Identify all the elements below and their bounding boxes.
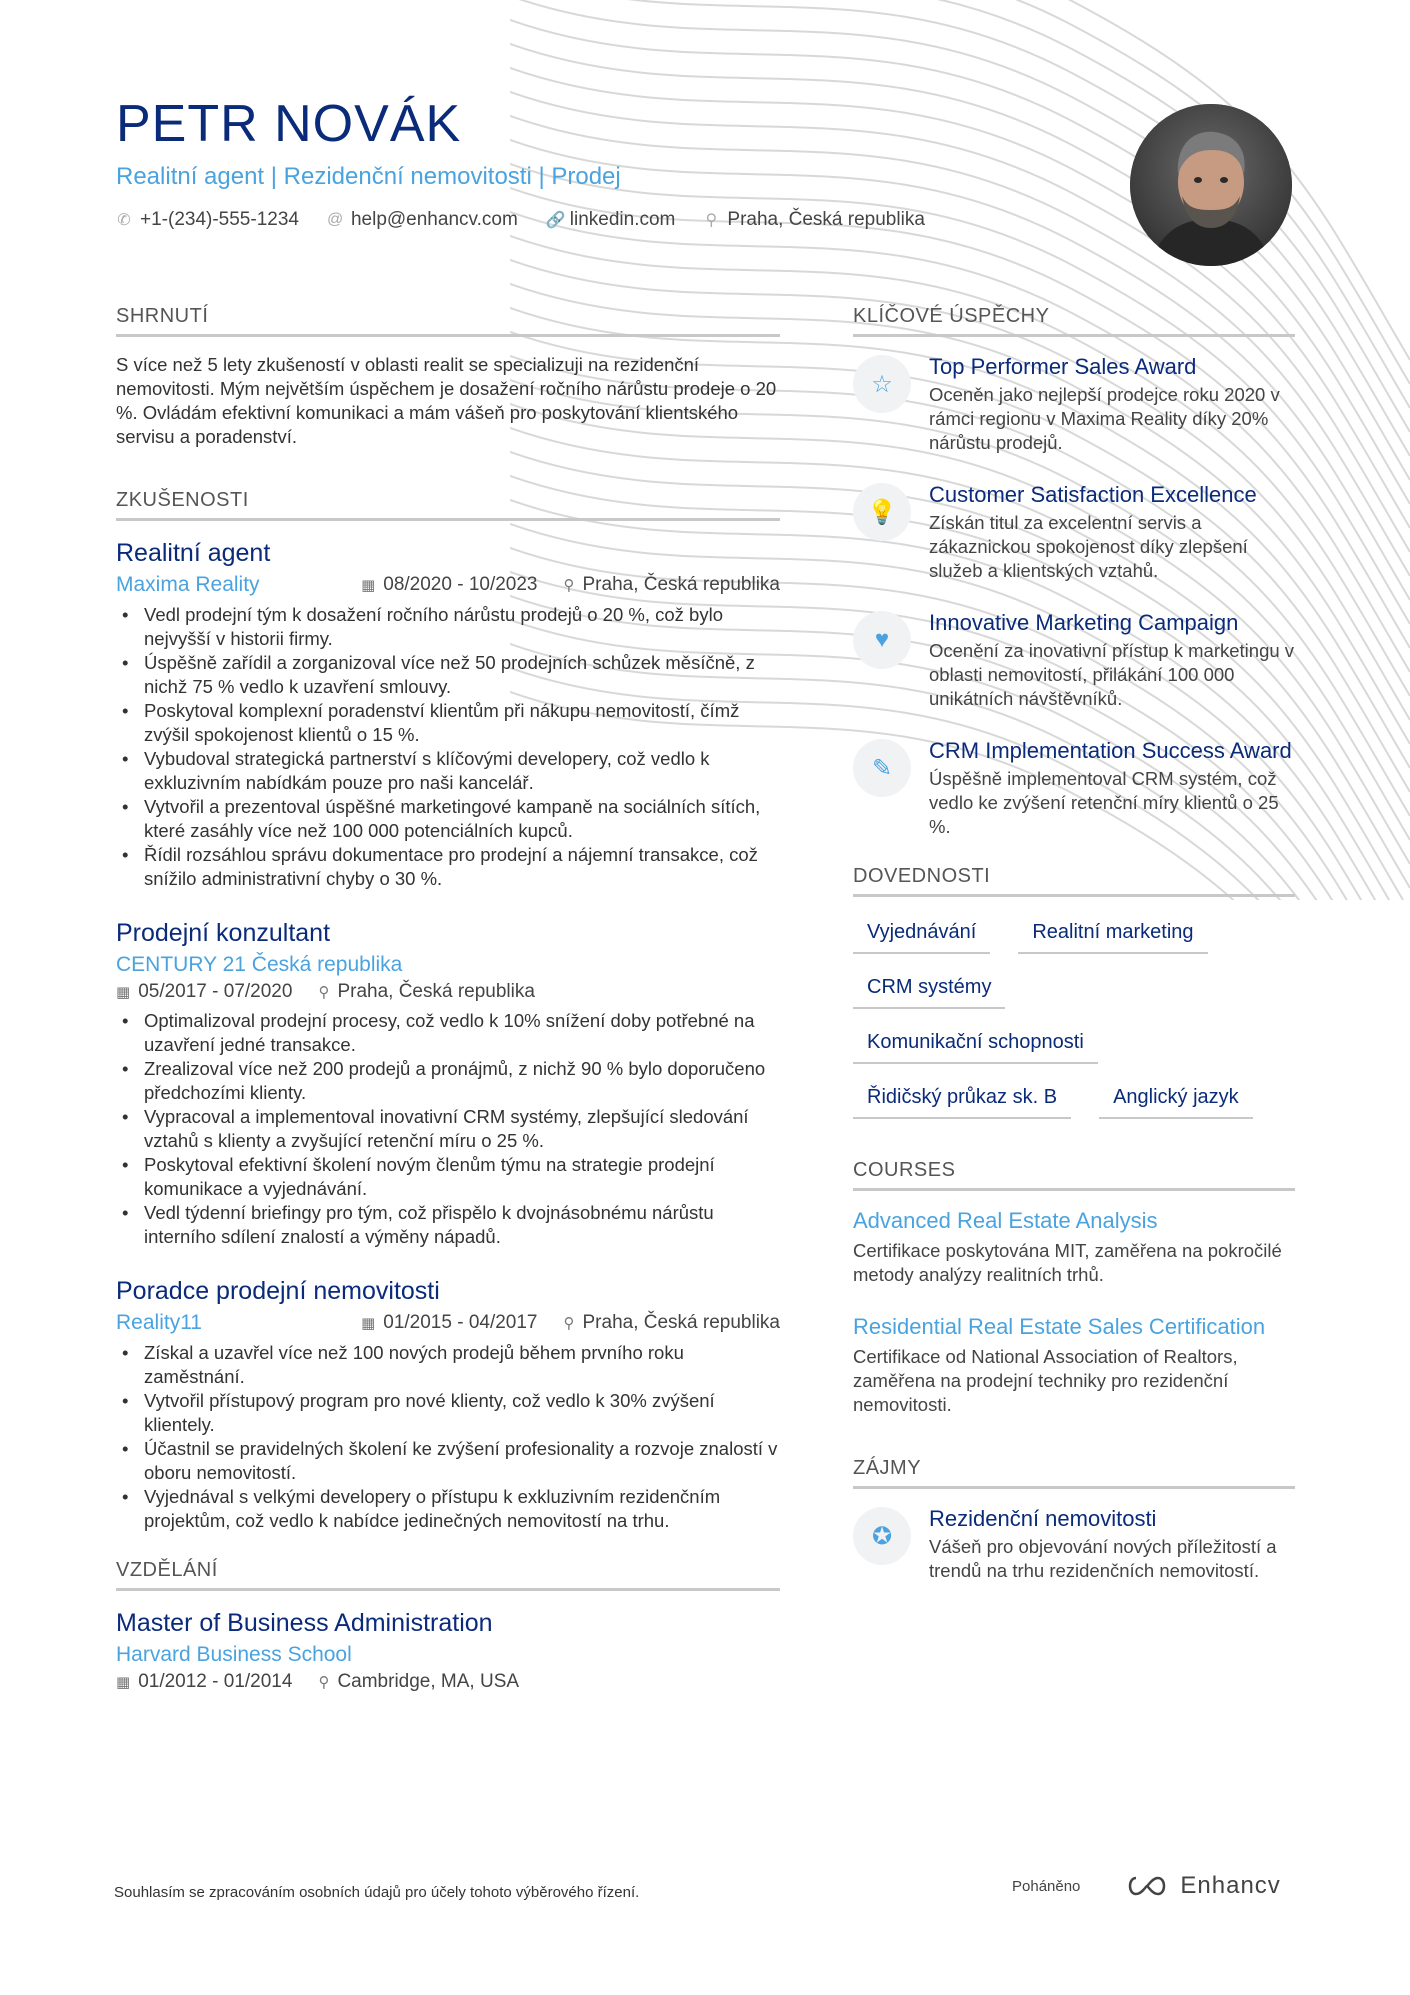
skill-tag: Vyjednávání xyxy=(853,913,990,954)
education-section xyxy=(116,1559,780,1693)
bullet-item: • Vedl týdenní briefingy pro tým, což přispělo k dvojnásobnému nárůstu interního sdílení znalostí a výměny nápadů. xyxy=(116,1201,780,1249)
summary-section xyxy=(116,305,780,449)
location-pin-icon: ⚲ xyxy=(318,1674,330,1691)
achievement-title: Top Performer Sales Award xyxy=(929,354,1197,379)
summary-heading: SHRNUTÍ xyxy=(116,305,780,337)
powered-by-label: Poháněno xyxy=(1012,1877,1081,1895)
job-title: Poradce prodejní nemovitosti xyxy=(116,1277,440,1305)
course-item xyxy=(853,1207,1295,1287)
avatar xyxy=(1130,104,1292,266)
job-meta xyxy=(116,573,780,597)
skill-tag: Řidičský průkaz sk. B xyxy=(853,1078,1071,1119)
magic-wand-icon: ✎ xyxy=(853,739,911,797)
skills-section xyxy=(853,865,1295,1119)
bullet-list xyxy=(116,603,780,891)
contact-text[interactable]: +1-(234)-555-1234 xyxy=(140,209,299,231)
skill-tag: Realitní marketing xyxy=(1018,913,1207,954)
at-icon: @ xyxy=(326,211,344,229)
job-location xyxy=(564,1312,781,1334)
job-meta xyxy=(116,981,780,1003)
job-meta-right xyxy=(361,1312,780,1334)
bullet-item: • Vyjednával s velkými developery o přístupu k exkluzivním rezidenčním projektům, což vedlo k nabídce jedinečných nemovitostí na trhu. xyxy=(116,1485,780,1533)
interests-heading: ZÁJMY xyxy=(853,1457,1295,1489)
bullet-item: • Vypracoval a implementoval inovativní CRM systémy, zlepšující sledování vztahů s klienty a zvyšující retenční míru o 25 %. xyxy=(116,1105,780,1153)
courses-heading: COURSES xyxy=(853,1159,1295,1191)
job-entry xyxy=(116,1275,780,1533)
interests-section xyxy=(853,1457,1295,1583)
bullet-list xyxy=(116,1009,780,1249)
award-ribbon-icon: ✪ xyxy=(853,1507,911,1565)
contact-item xyxy=(327,209,518,231)
degree-title: Master of Business Administration xyxy=(116,1609,493,1637)
contact-item xyxy=(116,209,299,231)
interest-desc: Vášeň pro objevování nových příležitostí a trendů na trhu rezidenčních nemovitostí. xyxy=(929,1536,1277,1581)
bullet-item: • Poskytoval efektivní školení novým členům týmu na strategie prodejní komunikace a vyjednávání. xyxy=(116,1153,780,1201)
bullet-item: • Vytvořil přístupový program pro nové klienty, což vedlo k 30% zvýšení klientely. xyxy=(116,1389,780,1437)
contact-text[interactable]: help@enhancv.com xyxy=(350,209,518,231)
right-column xyxy=(853,305,1295,1609)
job-title: Realitní agent xyxy=(116,539,271,567)
bullet-item: • Řídil rozsáhlou správu dokumentace pro prodejní a nájemní transakce, což snížilo administrativní chyby o 30 %. xyxy=(116,843,780,891)
achievement-desc: Úspěšně implementoval CRM systém, což vedlo ke zvýšení retenční míry klientů o 25 %. xyxy=(929,768,1279,837)
location-pin-icon: ⚲ xyxy=(705,212,718,230)
lightbulb-icon: 💡 xyxy=(853,483,911,541)
contact-text: Praha, Česká republika xyxy=(727,209,925,231)
contact-list xyxy=(116,209,1016,231)
job-list xyxy=(116,537,780,1533)
bullet-item: • Účastnil se pravidelných školení ke zvýšení profesionality a rozvoje znalostí v oboru nemovitostí. xyxy=(116,1437,780,1485)
interest-item xyxy=(853,1505,1295,1583)
skill-row xyxy=(853,1023,1295,1064)
skill-row xyxy=(853,1078,1295,1119)
achievement-title: Innovative Marketing Campaign xyxy=(929,610,1239,635)
job-location xyxy=(318,981,535,1003)
star-icon: ☆ xyxy=(853,355,911,413)
calendar-icon: ▦ xyxy=(116,1674,131,1691)
header xyxy=(116,96,1016,231)
achievement-body xyxy=(929,481,1295,583)
job-meta-right xyxy=(361,574,780,596)
job-entry xyxy=(116,537,780,891)
achievement-title: Customer Satisfaction Excellence xyxy=(929,482,1257,507)
consent-text: Souhlasím se zpracováním osobních údajů pro účely tohoto výběrového řízení. xyxy=(114,1884,640,1901)
achievement-desc: Oceněn jako nejlepší prodejce roku 2020 v rámci regionu v Maxima Reality díky 20% nárůstu prodejů. xyxy=(929,384,1280,453)
education-dates: 01/2012 - 01/2014 xyxy=(138,1671,293,1692)
achievement-item xyxy=(853,737,1295,839)
bullet-item: • Optimalizoval prodejní procesy, což vedlo k 10% snížení doby potřebné na uzavření jedné transakce. xyxy=(116,1009,780,1057)
job-location xyxy=(564,574,781,596)
achievement-desc: Získán titul za excelentní servis a zákaznickou spokojenost díky zlepšení služeb a klientských vztahů. xyxy=(929,512,1248,581)
job-meta xyxy=(116,1311,780,1335)
skills-heading: DOVEDNOSTI xyxy=(853,865,1295,897)
location-pin-icon: ⚲ xyxy=(563,577,575,594)
skill-row xyxy=(853,913,1295,954)
course-title: Residential Real Estate Sales Certification xyxy=(853,1314,1266,1339)
contact-text[interactable]: linkedin.com xyxy=(569,209,676,231)
skill-list xyxy=(853,913,1295,1119)
achievement-desc: Ocenění za inovativní přístup k marketingu v oblasti nemovitostí, přilákání 100 000 unikátních návštěvníků. xyxy=(929,640,1295,709)
bullet-item: • Získal a uzavřel více než 100 nových prodejů během prvního roku zaměstnání. xyxy=(116,1341,780,1389)
job-title: Prodejní konzultant xyxy=(116,919,331,947)
calendar-icon: ▦ xyxy=(361,577,376,594)
education-heading: VZDĚLÁNÍ xyxy=(116,1559,780,1591)
course-list xyxy=(853,1207,1295,1417)
phone-icon: ✆ xyxy=(117,212,131,230)
experience-heading: ZKUŠENOSTI xyxy=(116,489,780,521)
job-entry xyxy=(116,917,780,1249)
dates-text: 05/2017 - 07/2020 xyxy=(138,981,293,1002)
course-title: Advanced Real Estate Analysis xyxy=(853,1208,1158,1233)
job-dates xyxy=(116,981,292,1003)
achievement-list xyxy=(853,353,1295,839)
achievement-body xyxy=(929,609,1295,711)
achievements-heading: KLÍČOVÉ ÚSPĚCHY xyxy=(853,305,1295,337)
achievements-section xyxy=(853,305,1295,839)
course-item xyxy=(853,1313,1295,1417)
courses-section xyxy=(853,1159,1295,1417)
location-text: Praha, Česká republika xyxy=(582,574,780,595)
interest-title: Rezidenční nemovitosti xyxy=(929,1506,1157,1531)
school-name: Harvard Business School xyxy=(116,1643,352,1666)
brand-name: Enhancv xyxy=(1180,1872,1281,1899)
bullet-item: • Poskytoval komplexní poradenství klientům při nákupu nemovitostí, čímž zvýšil spokojenost klientů o 15 %. xyxy=(116,699,780,747)
contact-item xyxy=(546,209,676,231)
location-pin-icon: ⚲ xyxy=(563,1315,575,1332)
summary-text: S více než 5 lety zkušeností v oblasti realit se specializuji na rezidenční nemovitosti. Mým největším úspěchem je dosažení ročního nárůstu prodeje o 20 %. Ovládám efektivní komunikaci a mám vášeň pro poskytování klientského servisu a poradenství. xyxy=(116,354,777,447)
company-row xyxy=(116,953,780,977)
company-name: CENTURY 21 Česká republika xyxy=(116,953,403,976)
bullet-item: • Úspěšně zařídil a zorganizoval více než 50 prodejních schůzek měsíčně, z nichž 75 % vedlo k uzavření smlouvy. xyxy=(116,651,780,699)
dates-text: 08/2020 - 10/2023 xyxy=(383,574,538,595)
avatar-photo xyxy=(1130,104,1292,266)
dates-text: 01/2015 - 04/2017 xyxy=(383,1312,538,1333)
achievement-item xyxy=(853,609,1295,711)
interest-list xyxy=(853,1505,1295,1583)
skill-tag: CRM systémy xyxy=(853,968,1005,1009)
contact-item xyxy=(703,209,925,231)
calendar-icon: ▦ xyxy=(361,1315,376,1332)
candidate-role: Realitní agent | Rezidenční nemovitosti | Prodej xyxy=(116,163,621,191)
link-icon: 🔗 xyxy=(545,212,566,230)
left-column xyxy=(116,305,780,1693)
education-location: Cambridge, MA, USA xyxy=(337,1671,520,1692)
bullet-item: • Vybudoval strategická partnerství s klíčovými developery, což vedlo k exkluzivním nabídkám pouze pro naši kancelář. xyxy=(116,747,780,795)
candidate-name: PETR NOVÁK xyxy=(116,95,462,153)
skill-tag: Komunikační schopnosti xyxy=(853,1023,1098,1064)
achievement-title: CRM Implementation Success Award xyxy=(929,738,1292,763)
interest-body xyxy=(929,1505,1295,1583)
education-meta xyxy=(116,1671,780,1693)
bullet-item: • Vytvořil a prezentoval úspěšné marketingové kampaně na sociálních sítích, které zasáhly více než 100 000 potenciálních kupců. xyxy=(116,795,780,843)
enhancv-logo-icon xyxy=(1124,1874,1170,1898)
achievement-body xyxy=(929,353,1295,455)
footer-branding xyxy=(1012,1872,1281,1900)
company-name: Maxima Reality xyxy=(116,573,260,596)
location-text: Praha, Česká republika xyxy=(337,981,535,1002)
job-dates xyxy=(361,574,537,596)
location-text: Praha, Česká republika xyxy=(582,1312,780,1333)
achievement-item xyxy=(853,481,1295,583)
course-desc: Certifikace od National Association of Realtors, zaměřena na prodejní techniky pro rezidenční nemovitosti. xyxy=(853,1346,1238,1415)
skill-tag: Anglický jazyk xyxy=(1099,1078,1253,1119)
brand-logo xyxy=(1124,1872,1280,1900)
experience-section xyxy=(116,489,780,1533)
skill-row xyxy=(853,968,1295,1009)
achievement-body xyxy=(929,737,1295,839)
course-desc: Certifikace poskytována MIT, zaměřena na pokročilé metody analýzy realitních trhů. xyxy=(853,1240,1282,1285)
bullet-list xyxy=(116,1341,780,1533)
job-dates xyxy=(361,1312,537,1334)
calendar-icon: ▦ xyxy=(116,984,131,1001)
bullet-item: • Zrealizoval více než 200 prodejů a pronájmů, z nichž 90 % bylo doporučeno předchozími klienty. xyxy=(116,1057,780,1105)
heart-icon: ♥ xyxy=(853,611,911,669)
bullet-item: • Vedl prodejní tým k dosažení ročního nárůstu prodejů o 20 %, což bylo nejvyšší v historii firmy. xyxy=(116,603,780,651)
achievement-item xyxy=(853,353,1295,455)
location-pin-icon: ⚲ xyxy=(318,984,330,1001)
company-name: Reality11 xyxy=(116,1311,202,1334)
